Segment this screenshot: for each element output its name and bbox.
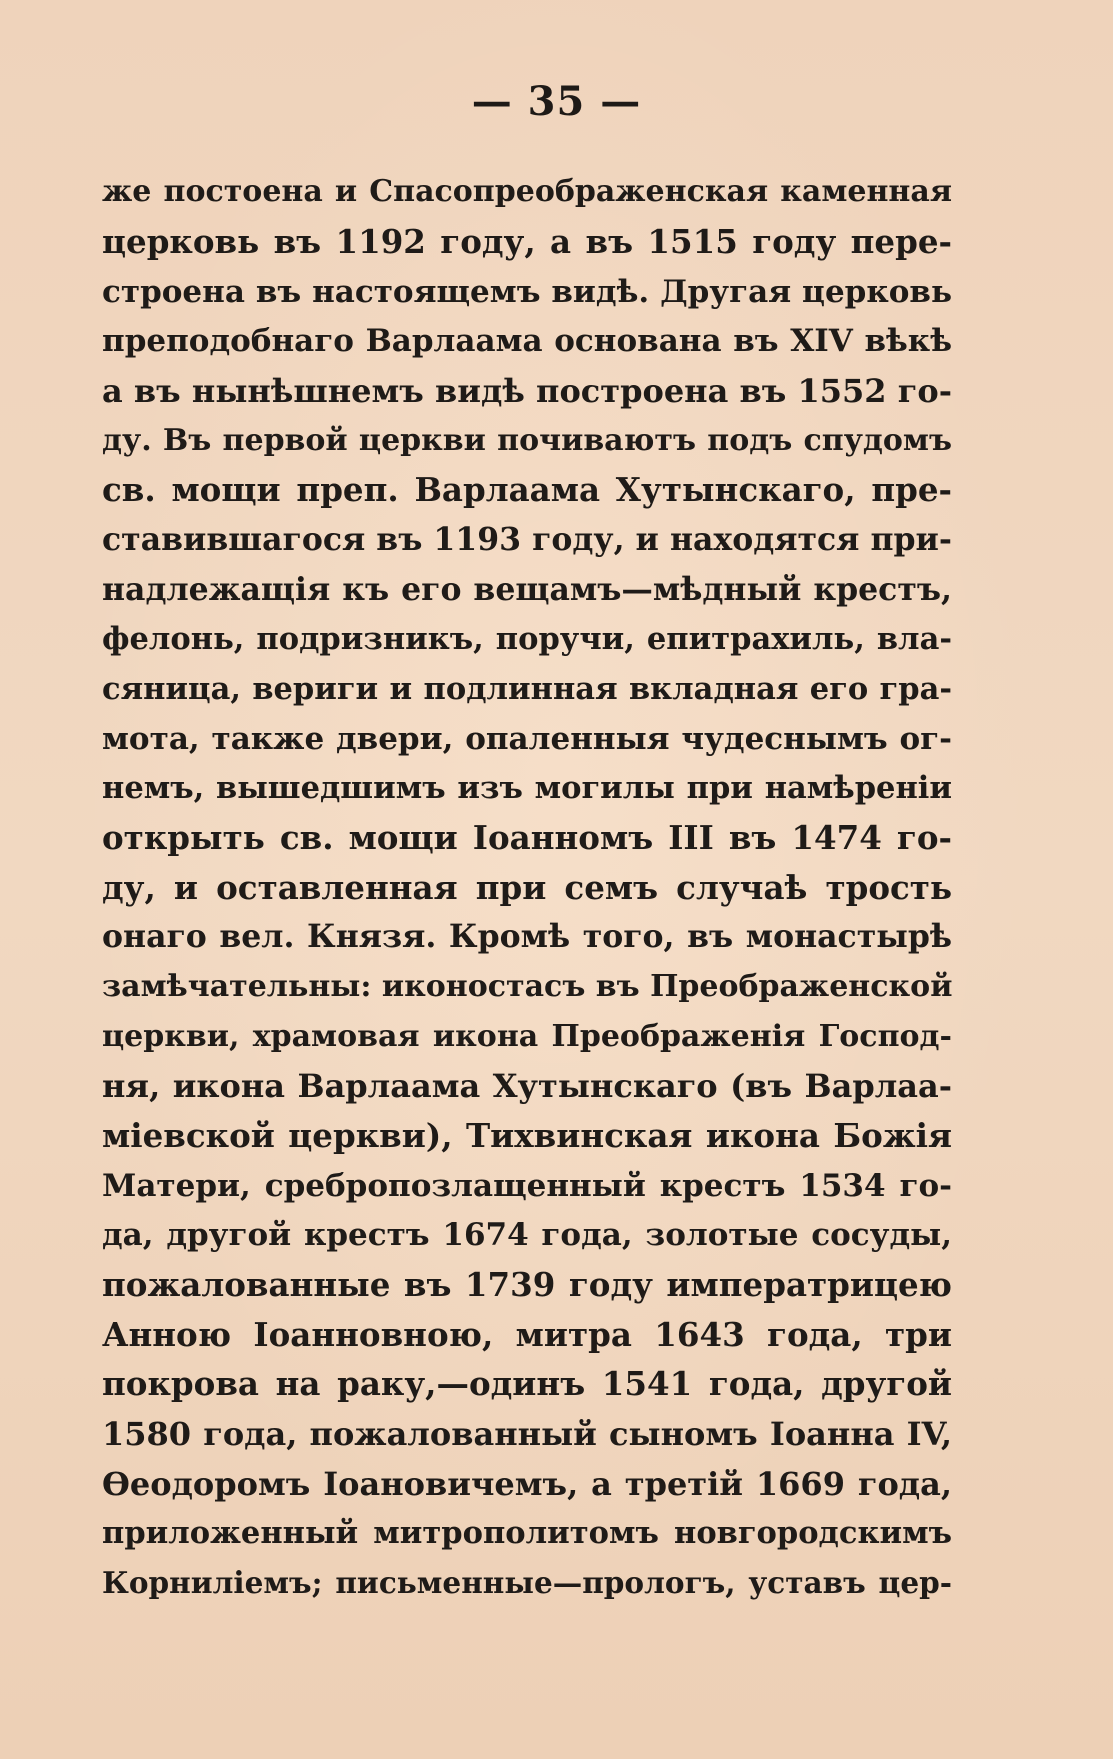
text-line: св. мощи преп. Варлаама Хутынскаго, пре- [102,470,952,509]
text-line: ставившагося въ 1193 году, и находятся при- [102,521,952,558]
text-line: ня, икона Варлаама Хутынскаго (въ Варлаа- [102,1067,952,1105]
text-line: а въ нынѣшнемъ видѣ построена въ 1552 го- [102,372,952,410]
text-line: же постоена и Спасопреображенская каменная [102,174,952,209]
text-line: немъ, вышедшимъ изъ могилы при намѣреніи [102,770,952,806]
text-line: преподобнаго Варлаама основана въ XIV вѣкѣ [102,323,952,359]
text-line: сяница, вериги и подлинная вкладная его гра- [102,671,952,707]
text-line: надлежащія къ его вещамъ—мѣдный крестъ, [102,571,952,608]
text-line: онаго вел. Князя. Кромѣ того, въ монастырѣ [102,918,952,955]
text-line: ду, и оставленная при семъ случаѣ трость [102,868,952,907]
text-line: церковь въ 1192 году, а въ 1515 году пере- [102,222,952,261]
text-line: фелонь, подризникъ, поручи, епитрахиль, вла- [102,621,952,657]
text-line: міевской церкви), Тихвинская икона Божія [102,1116,952,1155]
text-line: Анною Іоанновною, митра 1643 года, три [102,1315,952,1354]
text-line: Матери, сребропозлащенный крестъ 1534 го- [102,1168,952,1204]
text-line: покрова на раку,—одинъ 1541 года, другой [102,1364,952,1403]
text-line: замѣчательны: иконостасъ въ Преображенской [102,969,953,1004]
text-line: приложенный митрополитомъ новгородскимъ [102,1515,952,1551]
page-number: — 35 — [471,78,642,125]
text-line: Ѳеодоромъ Іоановичемъ, а третій 1669 года, [102,1465,952,1503]
text-line: открыть св. мощи Іоанномъ III въ 1474 го- [102,818,952,857]
text-line: ду. Въ первой церкви почиваютъ подъ спудомъ [102,423,952,458]
text-line: да, другой крестъ 1674 года, золотые сосуды, [102,1217,952,1253]
text-line: церкви, храмовая икона Преображенія Господ- [102,1019,952,1054]
text-line: Корниліемъ; письменные—прологъ, уставъ цер- [102,1565,952,1600]
text-line: 1580 года, пожалованный сыномъ Іоанна IV, [102,1415,952,1453]
text-line: мота, также двери, опаленныя чудеснымъ ог- [102,721,952,757]
text-line: пожалованные въ 1739 году императрицею [102,1265,952,1304]
text-line: строена въ настоящемъ видѣ. Другая церковь [102,274,952,310]
